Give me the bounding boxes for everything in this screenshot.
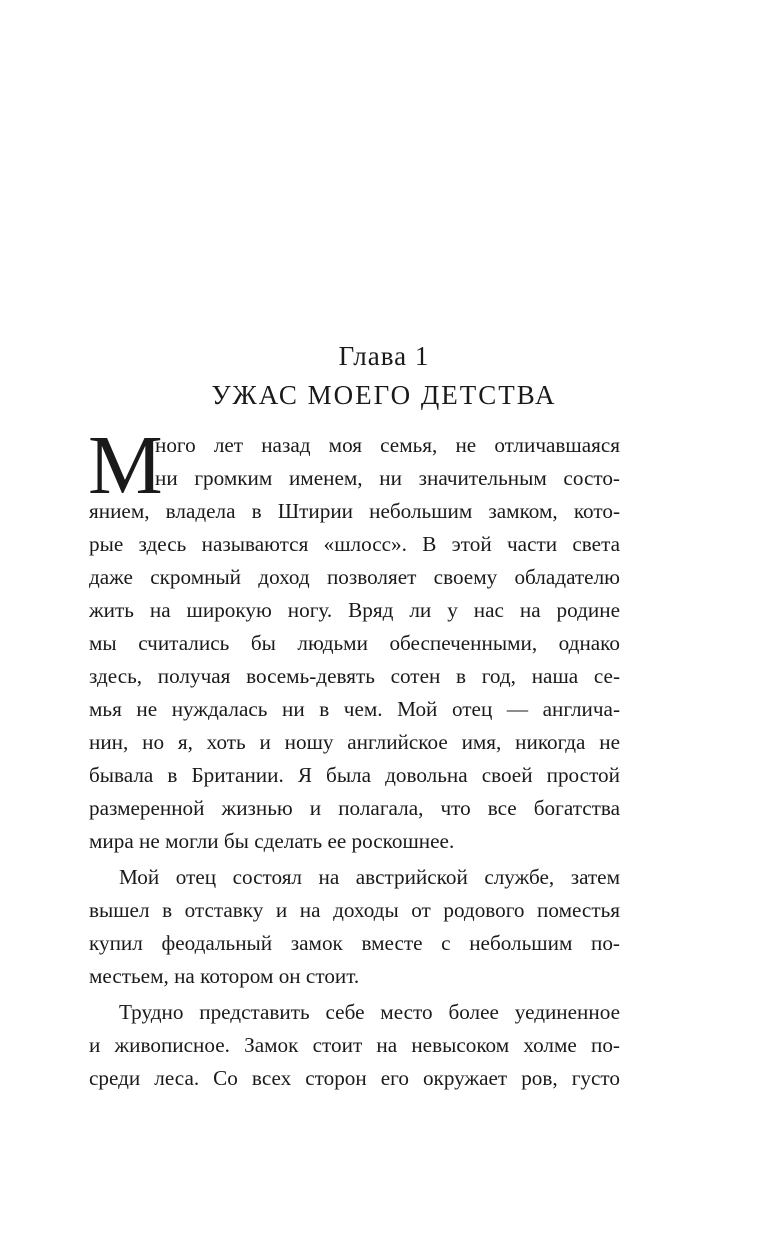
paragraph-1-line: рые здесь называются «шлосс». В этой части света xyxy=(89,532,620,556)
paragraph-3-line: среди леса. Со всех сторон его окружает ров, густо xyxy=(89,1066,620,1090)
paragraph-2-line: купил феодальный замок вместе с небольшим по- xyxy=(89,931,620,955)
paragraph-1-line: ного лет назад моя семья, не отличавшаяся xyxy=(155,433,620,457)
paragraph-1-line: мья не нуждалась ни в чем. Мой отец — англича- xyxy=(89,697,620,721)
paragraph-2-line: вышел в отставку и на доходы от родового поместья xyxy=(89,898,620,922)
chapter-label-text: Глава 1 xyxy=(338,341,430,371)
paragraph-1-line: нин, но я, хоть и ношу английское имя, никогда не xyxy=(89,730,620,754)
chapter-number xyxy=(0,338,768,374)
paragraph-1-line: размеренной жизнью и полагала, что все богатства xyxy=(89,796,620,820)
paragraph-2-line: местьем, на котором он стоит. xyxy=(89,964,360,988)
paragraph-1-line: янием, владела в Штирии небольшим замком, кото- xyxy=(89,499,620,523)
paragraph-1-line: мы считались бы людьми обеспеченными, однако xyxy=(89,631,620,655)
paragraph-3-line: и живописное. Замок стоит на невысоком холме по- xyxy=(89,1033,620,1057)
paragraph-1-line: мира не могли бы сделать ее роскошнее. xyxy=(89,829,455,853)
chapter-title: УЖАС МОЕГО ДЕТСТВА xyxy=(211,380,557,410)
paragraph-1-line: бывала в Британии. Я была довольна своей простой xyxy=(89,763,620,787)
paragraph-3-line: Трудно представить себе место более уединенное xyxy=(119,1000,620,1024)
paragraph-1-line: здесь, получая восемь-девять сотен в год, наша се- xyxy=(89,664,620,688)
paragraph-1-line: жить на широкую ногу. Вряд ли у нас на родине xyxy=(89,598,620,622)
drop-cap: М xyxy=(88,419,163,512)
paragraph-1-line: даже скромный доход позволяет своему обладателю xyxy=(89,565,620,589)
paragraph-1-line: ни громким именем, ни значительным состо- xyxy=(155,466,620,490)
paragraph-2-line: Мой отец состоял на австрийской службе, затем xyxy=(119,865,620,889)
